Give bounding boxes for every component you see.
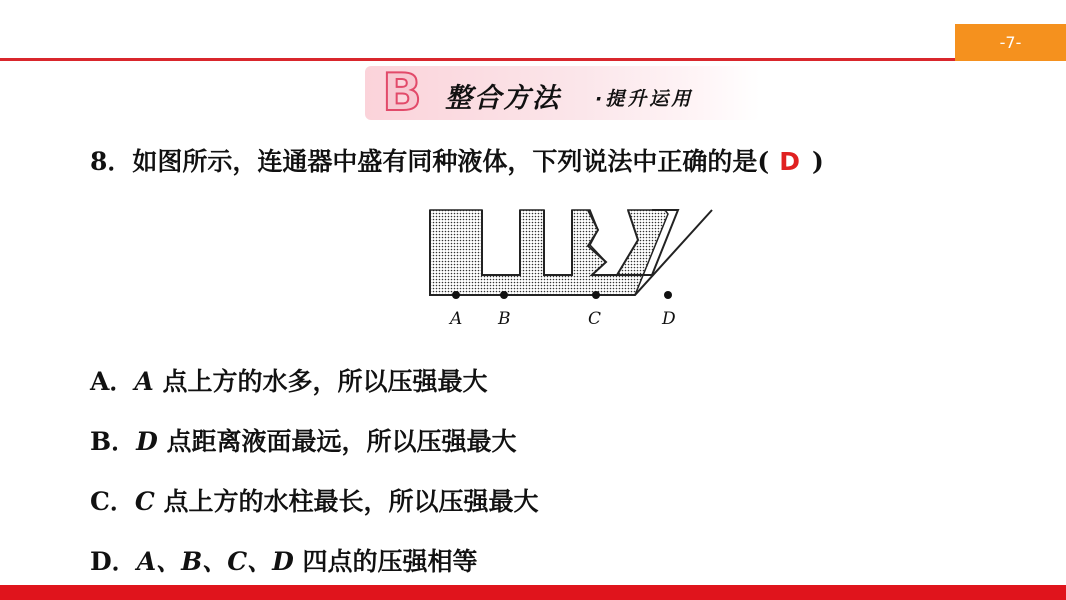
- option-text: 四点的压强相等: [293, 547, 478, 576]
- option-prefix: C．: [90, 487, 135, 516]
- label-b: B: [498, 309, 511, 329]
- option-point: D: [136, 427, 158, 456]
- section-subtitle: ·提升运用: [595, 88, 694, 110]
- point-d-dot: [664, 291, 672, 299]
- section-banner: [365, 63, 760, 123]
- point-a-dot: [452, 291, 460, 299]
- section-letter-icon: B: [382, 63, 422, 123]
- option-prefix: A．: [90, 367, 135, 396]
- option-text: 点上方的水多，所以压强最大: [153, 367, 488, 396]
- option-a: [90, 362, 488, 398]
- answer-text: D: [779, 147, 800, 176]
- option-d: [90, 542, 478, 578]
- footer-bar: [0, 585, 1066, 600]
- option-text: 点上方的水柱最长，所以压强最大: [154, 487, 539, 516]
- section-title: 整合方法: [445, 83, 561, 114]
- header-divider: [0, 58, 960, 61]
- connected-vessel-figure: [420, 200, 715, 335]
- label-c: C: [588, 309, 602, 329]
- option-point: A、B、C、D: [136, 547, 294, 576]
- option-prefix: B．: [90, 427, 137, 456]
- option-prefix: D．: [90, 547, 137, 576]
- option-text: 点距离液面最远，所以压强最大: [157, 427, 517, 456]
- option-point: A: [134, 367, 154, 396]
- point-c-dot: [592, 291, 600, 299]
- point-b-dot: [500, 291, 508, 299]
- page-number-tab: [955, 24, 1066, 61]
- question-close-paren: ): [812, 147, 824, 176]
- question-stem: [90, 142, 824, 178]
- option-b: [90, 422, 517, 458]
- option-point: C: [134, 487, 155, 516]
- label-a: A: [450, 309, 463, 329]
- label-d: D: [662, 309, 676, 329]
- option-c: [90, 482, 539, 518]
- question-text: 8．如图所示，连通器中盛有同种液体，下列说法中正确的是(: [90, 147, 770, 176]
- page-number: -7-: [999, 33, 1022, 52]
